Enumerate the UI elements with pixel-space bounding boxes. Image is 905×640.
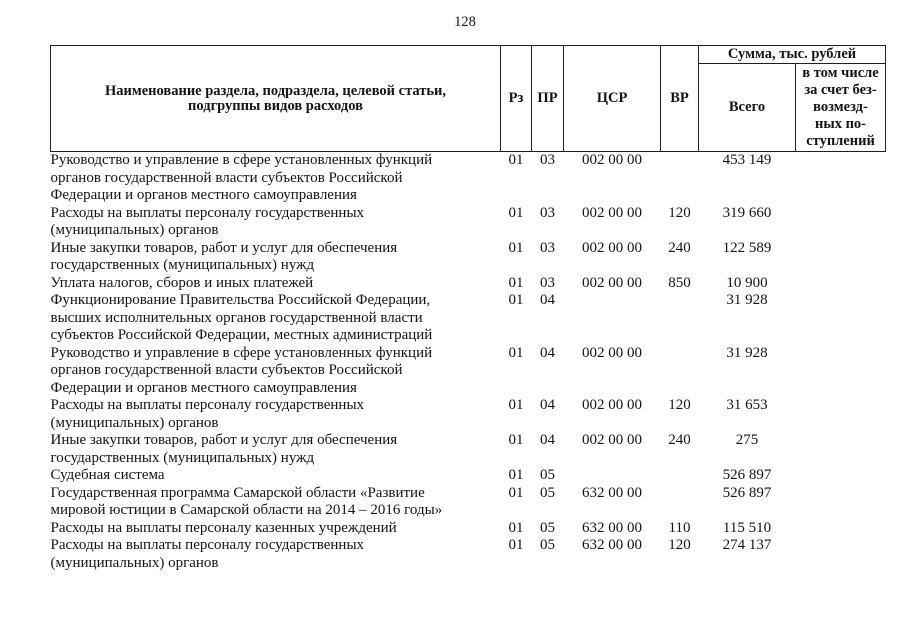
grant-cell [796,432,886,467]
vr-cell: 120 [668,537,691,553]
header-grant-line: ступлений [806,133,875,149]
table-row [51,520,886,538]
total-cell: 31 653 [726,397,768,413]
pr-cell: 05 [540,537,555,553]
total-cell: 122 589 [722,239,772,256]
header-grant-line: за счет без- [804,82,877,98]
vr-cell [661,292,699,345]
pr-cell: 03 [540,274,555,291]
row-name-cell [51,205,501,240]
row-name-line: мировой юстиции в Самарской области на 2014 – 2016 годы» [50,502,443,518]
row-name-line: органов государственной власти субъектов Российской [50,362,403,378]
vr-cell [661,152,699,205]
table-row [51,432,886,467]
total-cell: 319 660 [722,204,772,221]
csr-cell: 002 00 00 [582,397,642,413]
table-row [51,152,886,205]
row-name-line: Федерации и органов местного самоуправления [50,379,357,396]
grant-cell [796,537,886,572]
row-name-line: (муниципальных) органов [50,414,219,431]
header-name-line: Наименование раздела, подраздела, целевой статьи, [104,82,447,99]
csr-cell: 002 00 00 [582,152,642,168]
row-name-line: субъектов Российской Федерации, местных администраций [50,327,433,343]
total-cell: 453 149 [722,152,772,168]
budget-table [50,45,886,572]
pr-cell: 05 [540,519,555,536]
header-pr-column: ПР [532,46,564,152]
vr-cell [661,485,699,520]
row-name-cell [51,432,501,467]
vr-cell [661,467,699,485]
pr-cell: 03 [540,204,555,221]
table-row [51,467,886,485]
rz-cell: 01 [508,152,524,168]
total-cell: 31 928 [726,292,768,308]
header-total-column: Всего [699,64,796,152]
row-name-line: Расходы на выплаты персоналу государственных [50,204,365,221]
rz-cell: 01 [508,467,524,483]
table-header [51,46,886,152]
header-name-column [51,46,501,152]
row-name-line: государственных (муниципальных) нужд [50,449,315,466]
total-cell: 526 897 [722,467,772,483]
row-name-line: Расходы на выплаты персоналу казенных учреждений [50,519,397,536]
rz-cell: 01 [508,484,524,501]
row-name-line: Расходы на выплаты персоналу государственных [50,397,365,413]
table-body [51,152,886,573]
header-name-line: подгруппы видов расходов [188,97,363,114]
table-row [51,205,886,240]
row-name-line: Расходы на выплаты персоналу государственных [50,537,365,553]
row-name-line: Функционирование Правительства Российской Федерации, [50,292,431,308]
pr-cell: 05 [540,467,555,483]
total-cell: 275 [735,432,759,448]
header-grant-line: в том числе [802,65,879,81]
table-row [51,537,886,572]
pr-cell: 05 [540,484,555,501]
grant-cell [796,467,886,485]
row-name-cell [51,240,501,275]
header-rz-column: Рз [501,46,532,152]
vr-cell: 120 [668,204,691,221]
row-name-cell [51,345,501,398]
rz-cell: 01 [508,432,524,448]
grant-cell [796,205,886,240]
header-grant-column [796,64,886,152]
rz-cell: 01 [508,292,524,308]
row-name-cell [51,397,501,432]
rz-cell: 01 [508,397,524,413]
row-name-line: Иные закупки товаров, работ и услуг для обеспечения [50,432,398,448]
header-grant-line: ных по- [815,116,866,132]
row-name-line: Руководство и управление в сфере установленных функций [50,344,433,361]
grant-cell [796,345,886,398]
grant-cell [796,520,886,538]
row-name-cell [51,520,501,538]
row-name-cell [51,467,501,485]
header-row-top [51,46,886,64]
vr-cell: 850 [668,274,691,291]
row-name-line: органов государственной власти субъектов Российской [50,169,403,186]
vr-cell [661,345,699,398]
rz-cell: 01 [508,537,524,553]
vr-cell: 240 [668,239,691,256]
table-row [51,240,886,275]
total-cell: 10 900 [726,274,768,291]
csr-cell: 002 00 00 [582,239,642,256]
table-row [51,345,886,398]
row-name-line: Иные закупки товаров, работ и услуг для обеспечения [50,239,398,256]
grant-cell [796,240,886,275]
rz-cell: 01 [508,239,524,256]
vr-cell: 240 [668,432,691,448]
row-name-line: Судебная система [50,467,165,483]
page-number: 128 [454,14,476,30]
csr-cell: 002 00 00 [582,344,642,361]
csr-cell [564,467,661,485]
grant-cell [796,275,886,293]
header-vr-column: ВР [661,46,699,152]
csr-cell: 632 00 00 [582,537,642,553]
rz-cell: 01 [508,519,524,536]
csr-cell: 002 00 00 [582,274,642,291]
vr-cell: 110 [668,519,691,536]
grant-cell [796,485,886,520]
pr-cell: 04 [540,397,555,413]
row-name-line: Уплата налогов, сборов и иных платежей [50,274,314,291]
row-name-line: (муниципальных) органов [50,554,219,571]
row-name-cell [51,152,501,205]
grant-cell [796,152,886,205]
header-grant-line: возмезд- [813,99,868,115]
table-row [51,275,886,293]
header-csr-column: ЦСР [564,46,661,152]
table-row [51,397,886,432]
pr-cell: 03 [540,239,555,256]
pr-cell: 04 [540,432,555,448]
grant-cell [796,292,886,345]
total-cell: 274 137 [722,537,772,553]
row-name-cell [51,275,501,293]
pr-cell: 03 [540,152,555,168]
pr-cell: 04 [540,292,555,308]
csr-cell: 632 00 00 [582,484,642,501]
row-name-line: (муниципальных) органов [50,222,219,238]
row-name-line: Федерации и органов местного самоуправления [50,187,357,203]
row-name-line: высших исполнительных органов государственной власти [50,309,423,326]
total-cell: 31 928 [726,344,768,361]
row-name-cell [51,485,501,520]
rz-cell: 01 [508,274,524,291]
row-name-line: государственных (муниципальных) нужд [50,257,315,273]
row-name-line: Государственная программа Самарской области «Развитие [50,484,425,501]
table-row [51,292,886,345]
csr-cell [564,292,661,345]
header-sum-group: Сумма, тыс. рублей [699,46,886,64]
pr-cell: 04 [540,344,555,361]
row-name-cell [51,537,501,572]
rz-cell: 01 [508,204,524,221]
csr-cell: 002 00 00 [582,432,642,448]
total-cell: 526 897 [722,484,772,501]
csr-cell: 632 00 00 [582,519,642,536]
rz-cell: 01 [508,344,524,361]
table-row [51,485,886,520]
row-name-cell [51,292,501,345]
row-name-line: Руководство и управление в сфере установленных функций [50,152,433,168]
vr-cell: 120 [668,397,691,413]
grant-cell [796,397,886,432]
total-cell: 115 510 [722,519,772,536]
csr-cell: 002 00 00 [582,204,642,221]
